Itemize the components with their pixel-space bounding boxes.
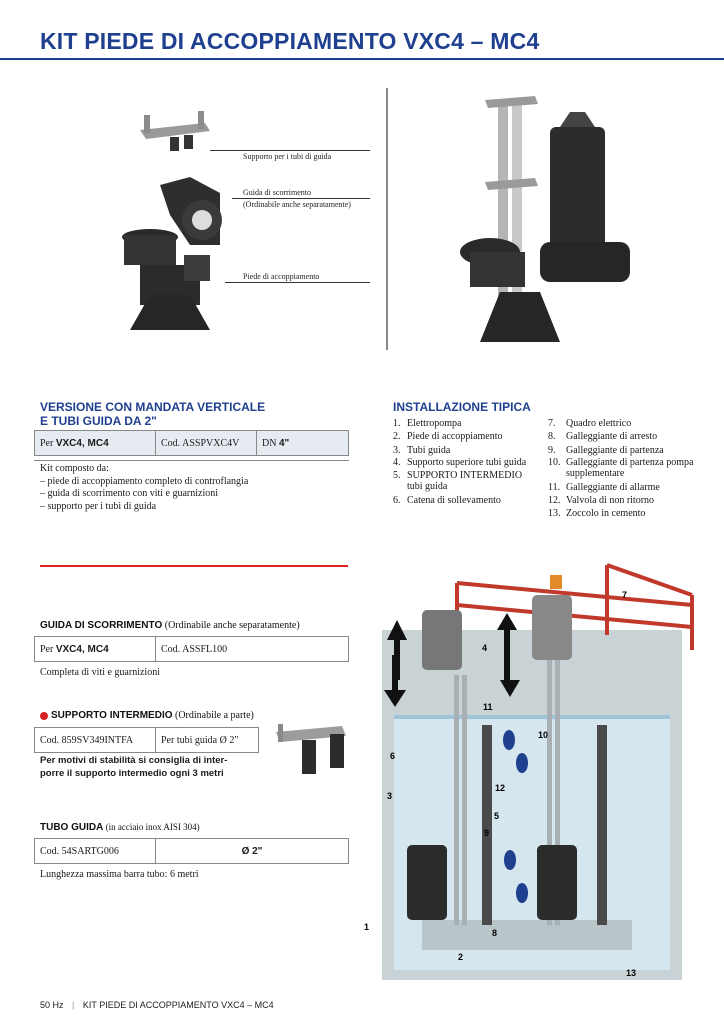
item-number: 4.	[393, 456, 401, 468]
guide-support-image	[140, 111, 210, 151]
label-10: 10	[538, 730, 549, 740]
item-number: 5.	[393, 469, 401, 481]
list-item	[548, 507, 718, 520]
list-item	[393, 444, 543, 457]
item-number: 7.	[548, 418, 556, 429]
tubo-table	[34, 838, 349, 864]
table-row	[35, 839, 349, 864]
item-text: Supporto superiore tubi guida	[407, 456, 527, 468]
per-models: VXC4, MC4	[55, 643, 109, 655]
kit-line: – piede di accoppiamento completo di controflangia	[40, 475, 249, 487]
tubo-title-line	[40, 822, 200, 833]
page-title: KIT PIEDE DI ACCOPPIAMENTO VXC4 – MC4	[40, 28, 540, 54]
list-item	[548, 430, 718, 443]
label-6: 6	[390, 751, 396, 761]
supporto-note: (Ordinabile a parte)	[172, 710, 254, 721]
item-text: Quadro elettrico	[566, 418, 632, 429]
guida-description: Completa di viti e guarnizioni	[40, 667, 160, 678]
item-text: Galleggiante di allarme	[566, 481, 660, 493]
label-8: 8	[492, 928, 498, 938]
per-models: VXC4, MC4	[55, 437, 109, 449]
dn-label: DN	[262, 437, 279, 449]
guida-per-cell	[35, 637, 156, 662]
item-number: 3.	[393, 444, 401, 456]
item-number: 9.	[548, 444, 556, 456]
red-bullet-icon	[40, 712, 48, 720]
label-7: 7	[622, 590, 628, 600]
guida-title-line	[40, 620, 300, 631]
guida-title: GUIDA DI SCORRIMENTO	[40, 620, 163, 631]
label-2: 2	[458, 952, 464, 962]
versione-table	[34, 430, 349, 456]
item-text: Galleggiante di partenza	[566, 444, 664, 456]
item-text: Galleggiante di arresto	[566, 431, 658, 443]
supporto-title: SUPPORTO INTERMEDIO	[51, 710, 173, 721]
list-item	[548, 494, 718, 507]
kit-line: – guida di scorrimento con viti e guarnizioni	[40, 488, 219, 499]
tubo-title: TUBO GUIDA	[40, 822, 104, 833]
section-divider	[40, 565, 348, 567]
versione-kit-description	[40, 463, 248, 513]
callout-supporto: Supporto per i tubi di guida	[243, 152, 332, 161]
item-number: 2.	[393, 431, 401, 443]
label-11: 11	[483, 702, 493, 712]
label-1: 1	[364, 922, 370, 932]
supporto-desc-line: porre il supporto intermedio ogni 3 metri	[40, 767, 224, 779]
callout-line-piede	[225, 282, 370, 283]
versione-per-cell	[35, 431, 156, 456]
list-item	[548, 481, 718, 494]
footer-text: KIT PIEDE DI ACCOPPIAMENTO VXC4 – MC4	[82, 1000, 274, 1010]
tubo-code-cell: Cod. 54SARTG006	[35, 839, 156, 864]
item-number: 11.	[548, 481, 561, 493]
versione-table-bottom-rule	[34, 460, 349, 461]
footer	[40, 1000, 274, 1010]
label-9: 9	[484, 828, 490, 838]
vertical-separator	[386, 88, 388, 350]
list-item	[393, 430, 543, 443]
intermediate-support-image	[272, 722, 357, 777]
label-13: 13	[626, 968, 637, 978]
supporto-table	[34, 727, 259, 753]
list-item	[548, 417, 718, 430]
list-item	[548, 444, 718, 457]
guida-code-cell: Cod. ASSFL100	[156, 637, 349, 662]
versione-code-cell: Cod. ASSPVXC4V	[156, 431, 257, 456]
label-4: 4	[482, 643, 488, 653]
per-label: Per	[40, 643, 56, 655]
list-item	[393, 470, 543, 492]
callout-guida: Guida di scorrimento	[243, 188, 311, 197]
item-text: Galleggiante di partenza pompa supplementare	[566, 456, 694, 479]
installazione-list-right	[548, 417, 718, 521]
table-row	[35, 431, 349, 456]
installation-diagram	[362, 535, 702, 985]
supporto-spec-cell: Per tubi guida Ø 2"	[156, 728, 259, 753]
versione-heading-line1: VERSIONE CON MANDATA VERTICALE	[40, 400, 266, 414]
tubo-spec-cell: Ø 2"	[156, 839, 349, 864]
kit-line: – supporto per i tubi di guida	[40, 500, 157, 512]
assembled-pump-illustration	[450, 92, 650, 350]
supporto-code-cell: Cod. 859SV349INTFA	[35, 728, 156, 753]
callout-line-supporto	[210, 150, 370, 151]
label-3: 3	[387, 791, 393, 801]
item-number: 10.	[548, 456, 561, 468]
footer-separator: |	[72, 1000, 75, 1010]
item-text: Piede di accoppiamento	[407, 431, 503, 443]
installazione-list-left	[393, 417, 543, 507]
kit-line: Kit composto da:	[40, 463, 109, 474]
callout-line-guida	[232, 198, 370, 199]
item-number: 12.	[548, 495, 561, 507]
supporto-desc-line: Per motivi di stabilità si consiglia di inter-	[40, 755, 228, 766]
dn-value: 4"	[278, 437, 290, 449]
item-text: Valvola di non ritorno	[566, 495, 655, 507]
versione-dn-cell	[257, 431, 349, 456]
list-item	[548, 457, 718, 479]
table-row	[35, 637, 349, 662]
versione-heading-line2: E TUBI GUIDA DA 2"	[40, 414, 157, 428]
supporto-title-line	[51, 710, 254, 721]
footer-page: 50 Hz	[40, 1000, 64, 1010]
list-item	[393, 457, 543, 468]
supporto-description	[40, 755, 227, 780]
list-item	[393, 417, 543, 430]
tubo-note: (in acciaio inox AISI 304)	[103, 822, 200, 832]
tubo-description: Lunghezza massima barra tubo: 6 metri	[40, 869, 199, 880]
guida-table	[34, 636, 349, 662]
label-12: 12	[495, 783, 506, 793]
item-number: 1.	[393, 418, 401, 429]
item-text: SUPPORTO INTERMEDIO tubi guida	[407, 469, 523, 492]
item-number: 8.	[548, 431, 556, 443]
guida-note: (Ordinabile anche separatamente)	[162, 620, 300, 631]
item-text: Tubi guida	[407, 444, 451, 456]
kit-exploded-illustration	[110, 95, 240, 345]
item-text: Zoccolo in cemento	[566, 508, 646, 520]
per-label: Per	[40, 437, 56, 449]
item-number: 6.	[393, 494, 401, 506]
installazione-heading: INSTALLAZIONE TIPICA	[393, 400, 531, 414]
table-row	[35, 728, 259, 753]
item-number: 13.	[548, 508, 561, 520]
label-5: 5	[494, 811, 500, 821]
callout-piede: Piede di accoppiamento	[243, 272, 320, 281]
title-rule	[0, 58, 724, 60]
item-text: Elettropompa	[407, 418, 462, 429]
callout-guida-note: (Ordinabile anche separatamente)	[243, 200, 351, 209]
list-item	[393, 494, 543, 507]
item-text: Catena di sollevamento	[407, 494, 501, 506]
